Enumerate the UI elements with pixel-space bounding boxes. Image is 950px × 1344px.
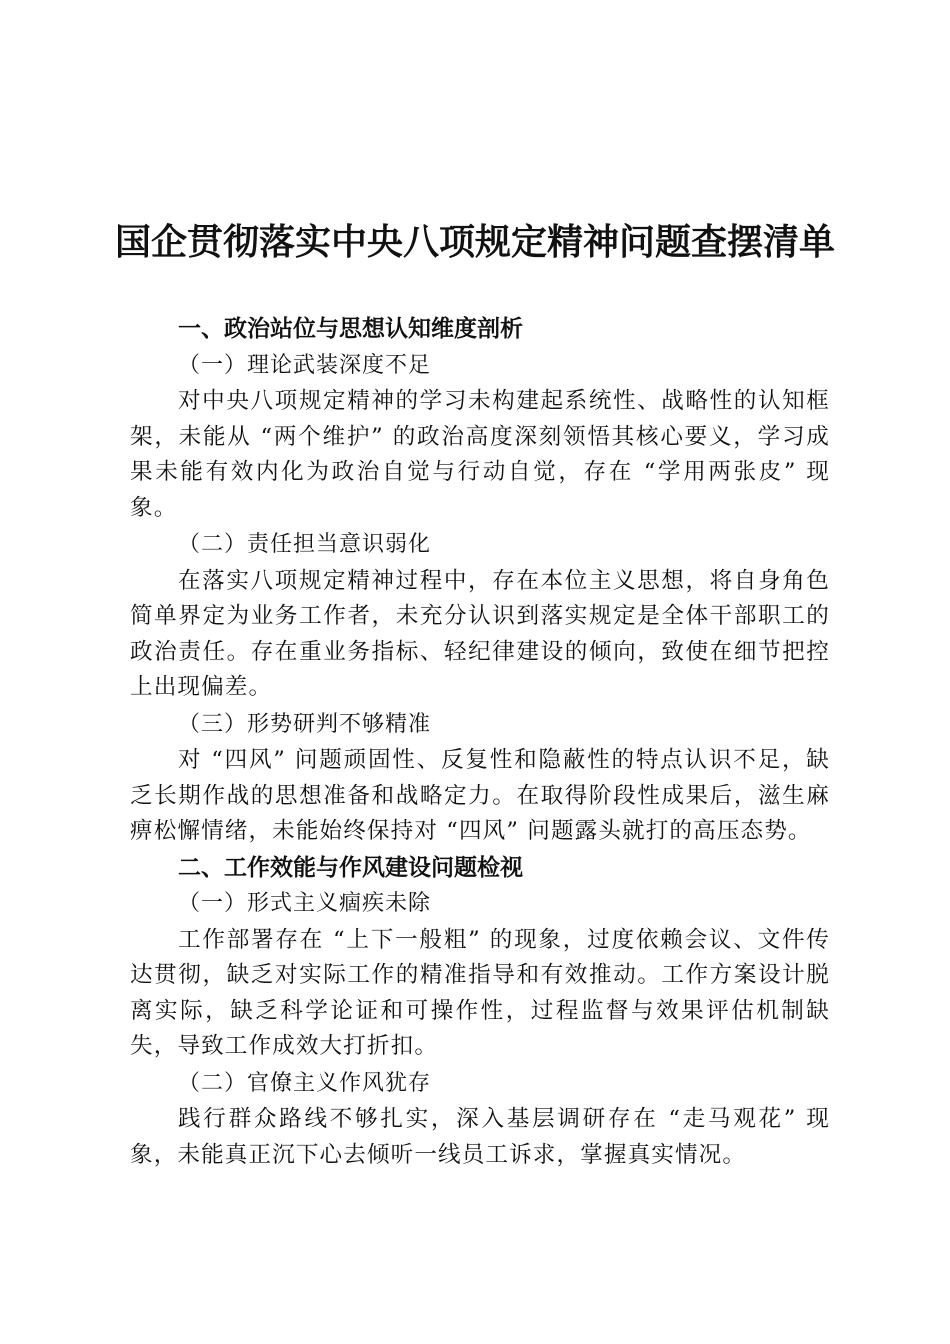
subsection-heading: （二）责任担当意识弱化	[178, 532, 432, 557]
section-heading: 一、政治站位与思想认知维度剖析	[178, 316, 523, 342]
subsection-heading: （三）形势研判不够精准	[178, 711, 432, 737]
paragraph: 对中央八项规定精神的学习未构建起系统性、战略性的认知框架，未能从 “两个维护” 的政治高度深刻领悟其核心要义，学习成果未能有效内化为政治自觉与行动自觉，存在 “学用两张皮” 现象。	[130, 388, 830, 521]
paragraph: 践行群众路线不够扎实，深入基层调研存在 “走马观花” 现象，未能真正沉下心去倾听一线员工诉求，掌握真实情况。	[130, 1106, 830, 1168]
subsection-heading: （二）官僚主义作风犹存	[178, 1070, 432, 1096]
section-heading: 二、工作效能与作风建设问题检视	[178, 854, 523, 881]
paragraph: 工作部署存在 “上下一般粗” 的现象，过度依赖会议、文件传达贯彻，缺乏对实际工作的精准指导和有效推动。工作方案设计脱离实际，缺乏科学论证和可操作性，过程监督与效果评估机制缺失，导致工作成效大打折扣。	[130, 926, 830, 1059]
paragraph: 在落实八项规定精神过程中，存在本位主义思想，将自身角色简单界定为业务工作者，未充分认识到落实规定是全体干部职工的政治责任。存在重业务指标、轻纪律建设的倾向，致使在细节把控上出现偏差。	[130, 567, 830, 700]
subsection-heading: （一）形式主义痼疾未除	[178, 891, 432, 916]
paragraph: 对 “四风” 问题顽固性、反复性和隐蔽性的特点认识不足，缺乏长期作战的思想准备和战略定力。在取得阶段性成果后，滋生麻痹松懈情绪，未能始终保持对 “四风” 问题露头就打的高压态势。	[130, 747, 830, 844]
subsection-heading: （一）理论武装深度不足	[178, 352, 432, 378]
document-body	[130, 312, 830, 1173]
document-title: 国企贯彻落实中央八项规定精神问题查摆清单	[114, 221, 835, 263]
